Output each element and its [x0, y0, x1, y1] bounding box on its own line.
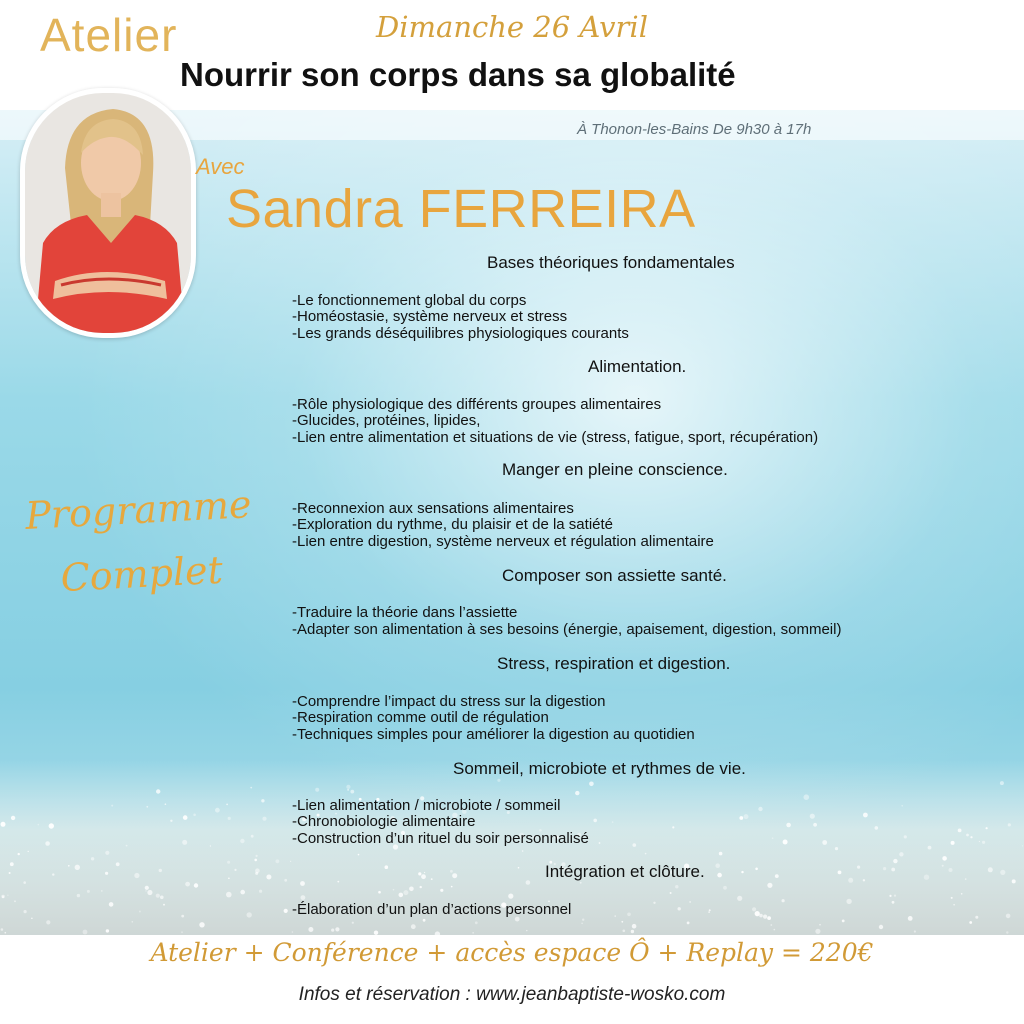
sparkle-dot: [181, 915, 184, 918]
sparkle-dot: [813, 823, 817, 827]
sparkle-dot: [290, 861, 291, 862]
sparkle-dot: [1, 895, 4, 898]
sparkle-dot: [875, 826, 879, 830]
sparkle-dot: [582, 919, 584, 921]
sparkle-dot: [914, 930, 916, 932]
sparkle-dot: [215, 808, 220, 813]
section-item: -Adapter son alimentation à ses besoins (énergie, apaisement, digestion, sommeil): [292, 621, 842, 638]
sparkle-dot: [924, 875, 929, 880]
sparkle-dot: [857, 866, 860, 869]
section-item: -Respiration comme outil de régulation: [292, 709, 549, 726]
sparkle-dot: [575, 791, 579, 795]
sparkle-dot: [965, 878, 967, 880]
sparkle-dot: [1000, 781, 1004, 785]
sparkle-dot: [804, 794, 810, 800]
sparkle-dot: [261, 799, 264, 802]
sparkle-dot: [240, 839, 244, 843]
sparkle-dot: [5, 932, 7, 934]
section-title: Manger en pleine conscience.: [502, 460, 728, 479]
sparkle-dot: [423, 919, 426, 922]
sparkle-dot: [755, 868, 758, 871]
sparkle-dot: [1006, 931, 1008, 933]
sparkle-dot: [988, 867, 993, 872]
sparkle-dot: [420, 886, 422, 888]
section-item: -Construction d’un rituel du soir personnalisé: [292, 830, 589, 847]
sparkle-dot: [723, 886, 727, 890]
sparkle-dot: [951, 897, 953, 899]
sparkle-dot: [767, 883, 772, 888]
programme-line: Programme: [24, 482, 253, 538]
sparkle-dot: [763, 915, 767, 919]
programme-complet-heading: [7, 471, 273, 612]
sparkle-dot: [347, 789, 349, 791]
sparkle-dot: [111, 805, 113, 807]
section-item: -Traduire la théorie dans l’assiette: [292, 604, 518, 621]
section-title: Alimentation.: [588, 357, 687, 376]
sparkle-dot: [709, 909, 711, 911]
sparkle-dot: [234, 869, 236, 871]
sparkle-dot: [451, 886, 453, 888]
sparkle-dot: [819, 924, 821, 926]
sparkle-dot: [894, 895, 896, 897]
sparkle-dot: [581, 923, 583, 925]
sparkle-dot: [165, 803, 167, 805]
sparkle-dot: [250, 787, 252, 789]
sparkle-dot: [715, 863, 720, 868]
sparkle-dot: [194, 883, 198, 887]
sparkle-dot: [247, 912, 252, 917]
sparkle-dot: [440, 889, 443, 892]
sparkle-dot: [68, 865, 70, 867]
sparkle-dot: [18, 853, 20, 855]
sparkle-dot: [526, 930, 527, 931]
sparkle-dot: [627, 913, 631, 917]
sparkle-dot: [7, 895, 8, 896]
sparkle-dot: [159, 869, 162, 872]
section-item: -Le fonctionnement global du corps: [292, 292, 527, 309]
sparkle-dot: [146, 806, 148, 808]
sparkle-dot: [687, 922, 690, 925]
booking-info: Infos et réservation : www.jeanbaptiste-wosko.com: [298, 984, 726, 1005]
sparkle-dot: [672, 826, 674, 828]
sparkle-dot: [403, 890, 408, 895]
speaker-prefix: Avec: [196, 154, 245, 179]
sparkle-dot: [83, 930, 88, 935]
sparkle-dot: [424, 872, 425, 873]
sparkle-dot: [45, 841, 50, 846]
sparkle-dot: [49, 823, 54, 828]
sparkle-dot: [970, 836, 972, 838]
sparkle-dot: [846, 899, 851, 904]
sparkle-dot: [284, 879, 287, 882]
section-title: Composer son assiette santé.: [502, 566, 727, 585]
sparkle-dot: [621, 921, 623, 923]
sparkle-dot: [889, 895, 891, 897]
sparkle-dot: [301, 895, 306, 900]
sparkle-dot: [473, 932, 474, 933]
sparkle-dot: [623, 930, 626, 933]
sparkle-dot: [893, 859, 897, 863]
section-item: -Glucides, protéines, lipides,: [292, 412, 481, 429]
sparkle-dot: [452, 873, 457, 878]
sparkle-dot: [266, 875, 271, 880]
sparkle-dot: [744, 814, 749, 819]
sparkle-dot: [292, 931, 294, 933]
sparkle-dot: [399, 893, 404, 898]
price-offer: Atelier + Conférence + accès espace Ô + Replay = 220€: [150, 938, 874, 967]
sparkle-dot: [615, 915, 616, 916]
sparkle-dot: [645, 853, 647, 855]
sparkle-dot: [782, 899, 785, 902]
sparkle-dot: [256, 855, 258, 857]
sparkle-dot: [156, 894, 160, 898]
sparkle-dot: [810, 814, 815, 819]
sparkle-dot: [526, 880, 531, 885]
sparkle-dot: [393, 889, 395, 891]
sparkle-dot: [958, 829, 962, 833]
sparkle-dot: [899, 852, 903, 856]
sparkle-dot: [126, 845, 128, 847]
section-item: -Rôle physiologique des différents groupes alimentaires: [292, 396, 662, 413]
sparkle-dot: [145, 890, 146, 891]
sparkle-dot: [767, 916, 771, 920]
sparkle-dot: [783, 840, 788, 845]
sparkle-dot: [259, 890, 262, 893]
sparkle-dot: [593, 819, 597, 823]
sparkle-dot: [132, 921, 134, 923]
sparkle-dot: [892, 901, 895, 904]
sparkle-dot: [170, 820, 172, 822]
sparkle-dot: [28, 851, 29, 852]
sparkle-dot: [421, 874, 426, 879]
sparkle-dot: [969, 921, 972, 924]
sparkle-dot: [631, 930, 634, 933]
sparkle-dot: [185, 882, 190, 887]
sparkle-dot: [497, 779, 500, 782]
sparkle-dot: [966, 834, 969, 837]
sparkle-dot: [163, 904, 165, 906]
section-item: -Homéostasie, système nerveux et stress: [292, 308, 568, 325]
sparkle-dot: [741, 871, 743, 873]
sparkle-dot: [77, 894, 80, 897]
sparkle-dot: [228, 878, 230, 880]
sparkle-dot: [752, 907, 756, 911]
sparkle-dot: [908, 916, 913, 921]
section-item: -Reconnexion aux sensations alimentaires: [292, 500, 574, 517]
section-item: -Techniques simples pour améliorer la digestion au quotidien: [292, 726, 695, 743]
sparkle-dot: [116, 862, 120, 866]
sparkle-dot: [719, 852, 723, 856]
sparkle-dot: [838, 871, 842, 875]
sparkle-dot: [411, 924, 416, 929]
sparkle-dot: [10, 862, 14, 866]
section-item: -Lien entre digestion, système nerveux et régulation alimentaire: [292, 533, 714, 550]
sparkle-dot: [775, 874, 779, 878]
sparkle-dot: [226, 892, 232, 898]
sparkle-dot: [901, 805, 903, 807]
sparkle-dot: [979, 841, 980, 842]
sparkle-dot: [758, 807, 762, 811]
speaker-name: Sandra FERREIRA: [226, 179, 696, 239]
sparkle-dot: [1022, 845, 1023, 846]
sparkle-dot: [599, 842, 601, 844]
sparkle-dot: [385, 865, 389, 869]
sparkle-dot: [24, 910, 27, 913]
sparkle-dot: [226, 804, 228, 806]
sparkle-dot: [904, 835, 907, 838]
page-title: Nourrir son corps dans sa globalité: [180, 56, 736, 93]
sparkle-dot: [982, 841, 985, 844]
sparkle-dot: [91, 857, 94, 860]
sparkle-dot: [759, 914, 763, 918]
sparkle-dot: [431, 878, 433, 880]
sparkle-dot: [331, 929, 334, 932]
sparkle-dot: [409, 887, 414, 892]
sparkle-dot: [632, 924, 637, 929]
sparkle-dot: [1012, 879, 1016, 883]
sparkle-dot: [755, 911, 760, 916]
sparkle-dot: [518, 867, 520, 869]
sparkle-dot: [822, 840, 827, 845]
sparkle-dot: [450, 870, 453, 873]
sparkle-dot: [891, 868, 895, 872]
sparkle-dot: [193, 814, 196, 817]
sparkle-dot: [670, 892, 672, 894]
section-item: -Les grands déséquilibres physiologiques courants: [292, 325, 629, 342]
sparkle-dot: [928, 846, 932, 850]
sparkle-dot: [358, 854, 360, 856]
sparkle-dot: [953, 904, 954, 905]
sparkle-dot: [352, 922, 354, 924]
sparkle-dot: [23, 881, 26, 884]
sparkle-dot: [678, 907, 681, 910]
sparkle-dot: [848, 878, 853, 883]
sparkle-dot: [1008, 823, 1011, 826]
sparkle-dot: [156, 789, 160, 793]
sparkle-dot: [612, 821, 614, 823]
section-item: -Lien entre alimentation et situations de vie (stress, fatigue, sport, récupération): [292, 429, 819, 446]
section-item: -Lien alimentation / microbiote / sommeil: [292, 797, 561, 814]
sparkle-dot: [522, 850, 524, 852]
sparkle-dot: [251, 835, 254, 838]
sparkle-dot: [689, 901, 690, 902]
speaker-photo: [20, 88, 196, 338]
sparkle-dot: [951, 841, 955, 845]
sparkle-dot: [228, 817, 231, 820]
section-title: Bases théoriques fondamentales: [487, 253, 735, 272]
sparkle-dot: [942, 856, 947, 861]
section-title: Intégration et clôture.: [545, 862, 705, 881]
event-date: Dimanche 26 Avril: [376, 10, 648, 44]
section-item: -Chronobiologie alimentaire: [292, 813, 476, 830]
sparkle-dot: [975, 916, 978, 919]
sparkle-dot: [883, 867, 886, 870]
sparkle-dot: [863, 813, 868, 818]
sparkle-dot: [739, 816, 743, 820]
sparkle-dot: [147, 890, 152, 895]
sparkle-dot: [106, 929, 109, 932]
sparkle-dot: [199, 922, 204, 927]
sparkle-dot: [418, 872, 421, 875]
sparkle-dot: [337, 881, 339, 883]
sparkle-dot: [210, 845, 211, 846]
sparkle-dot: [254, 859, 257, 862]
sparkle-dot: [774, 929, 776, 931]
sparkle-dot: [262, 817, 266, 821]
sparkle-dot: [879, 925, 883, 929]
sparkle-dot: [9, 872, 11, 874]
sparkle-dot: [52, 873, 54, 875]
event-location-time: À Thonon-les-Bains De 9h30 à 17h: [577, 121, 812, 138]
sparkle-dot: [475, 921, 478, 924]
sparkle-dot: [335, 927, 339, 931]
sparkle-dot: [942, 865, 944, 867]
sparkle-dot: [1, 822, 6, 827]
sparkle-dot: [31, 918, 32, 919]
sparkle-dot: [772, 837, 774, 839]
sparkle-dot: [653, 902, 655, 904]
sparkle-dot: [1000, 870, 1005, 875]
sparkle-dot: [986, 827, 988, 829]
sparkle-dot: [227, 861, 230, 864]
sparkle-dot: [240, 890, 245, 895]
sparkle-dot: [182, 840, 187, 845]
sparkle-dot: [346, 785, 350, 789]
sparkle-dot: [708, 911, 710, 913]
complet-line: Complet: [59, 547, 224, 601]
sparkle-dot: [508, 894, 513, 899]
sparkle-dot: [308, 927, 313, 932]
sparkle-dot: [75, 865, 80, 870]
sparkle-dot: [105, 872, 108, 875]
sparkle-dot: [139, 911, 141, 913]
sparkle-dot: [737, 896, 742, 901]
sparkle-dot: [580, 882, 582, 884]
sparkle-dot: [835, 847, 838, 850]
sparkle-dot: [109, 902, 114, 907]
sparkle-dot: [145, 886, 149, 890]
sparkle-dot: [815, 929, 820, 934]
sparkle-dot: [786, 823, 791, 828]
section-title: Stress, respiration et digestion.: [497, 654, 731, 673]
sparkle-dot: [378, 891, 381, 894]
sparkle-dot: [675, 885, 678, 888]
atelier-label: Atelier: [40, 9, 178, 61]
section-item: -Élaboration d’un plan d’actions personnel: [292, 901, 572, 918]
sparkle-dot: [11, 816, 15, 820]
sparkle-dot: [315, 788, 319, 792]
sparkle-dot: [87, 890, 90, 893]
sparkle-dot: [961, 893, 963, 895]
sparkle-dot: [842, 920, 845, 923]
sparkle-dot: [633, 843, 637, 847]
sparkle-dot: [1006, 914, 1011, 919]
sparkle-dot: [46, 920, 50, 924]
sparkle-dot: [284, 909, 288, 913]
sparkle-dot: [350, 790, 354, 794]
sparkle-dot: [134, 873, 139, 878]
sparkle-dot: [949, 868, 953, 872]
sparkle-dot: [255, 868, 260, 873]
sparkle-dot: [770, 924, 772, 926]
sparkle-dot: [300, 881, 305, 886]
section-title: Sommeil, microbiote et rythmes de vie.: [453, 759, 746, 778]
section-item: -Exploration du rythme, du plaisir et de la satiété: [292, 516, 613, 533]
sparkle-dot: [183, 815, 188, 820]
sparkle-dot: [105, 851, 109, 855]
portrait-illustration: [25, 93, 191, 333]
sparkle-dot: [160, 896, 164, 900]
sparkle-dot: [863, 879, 865, 881]
sparkle-dot: [589, 782, 594, 787]
sparkle-dot: [181, 931, 183, 933]
section-item: -Comprendre l’impact du stress sur la digestion: [292, 693, 606, 710]
sparkle-dot: [101, 890, 103, 892]
sparkle-dot: [14, 900, 16, 902]
sparkle-dot: [276, 859, 280, 863]
sparkle-dot: [38, 824, 40, 826]
sparkle-dot: [717, 873, 722, 878]
sparkle-dot: [1, 928, 4, 931]
